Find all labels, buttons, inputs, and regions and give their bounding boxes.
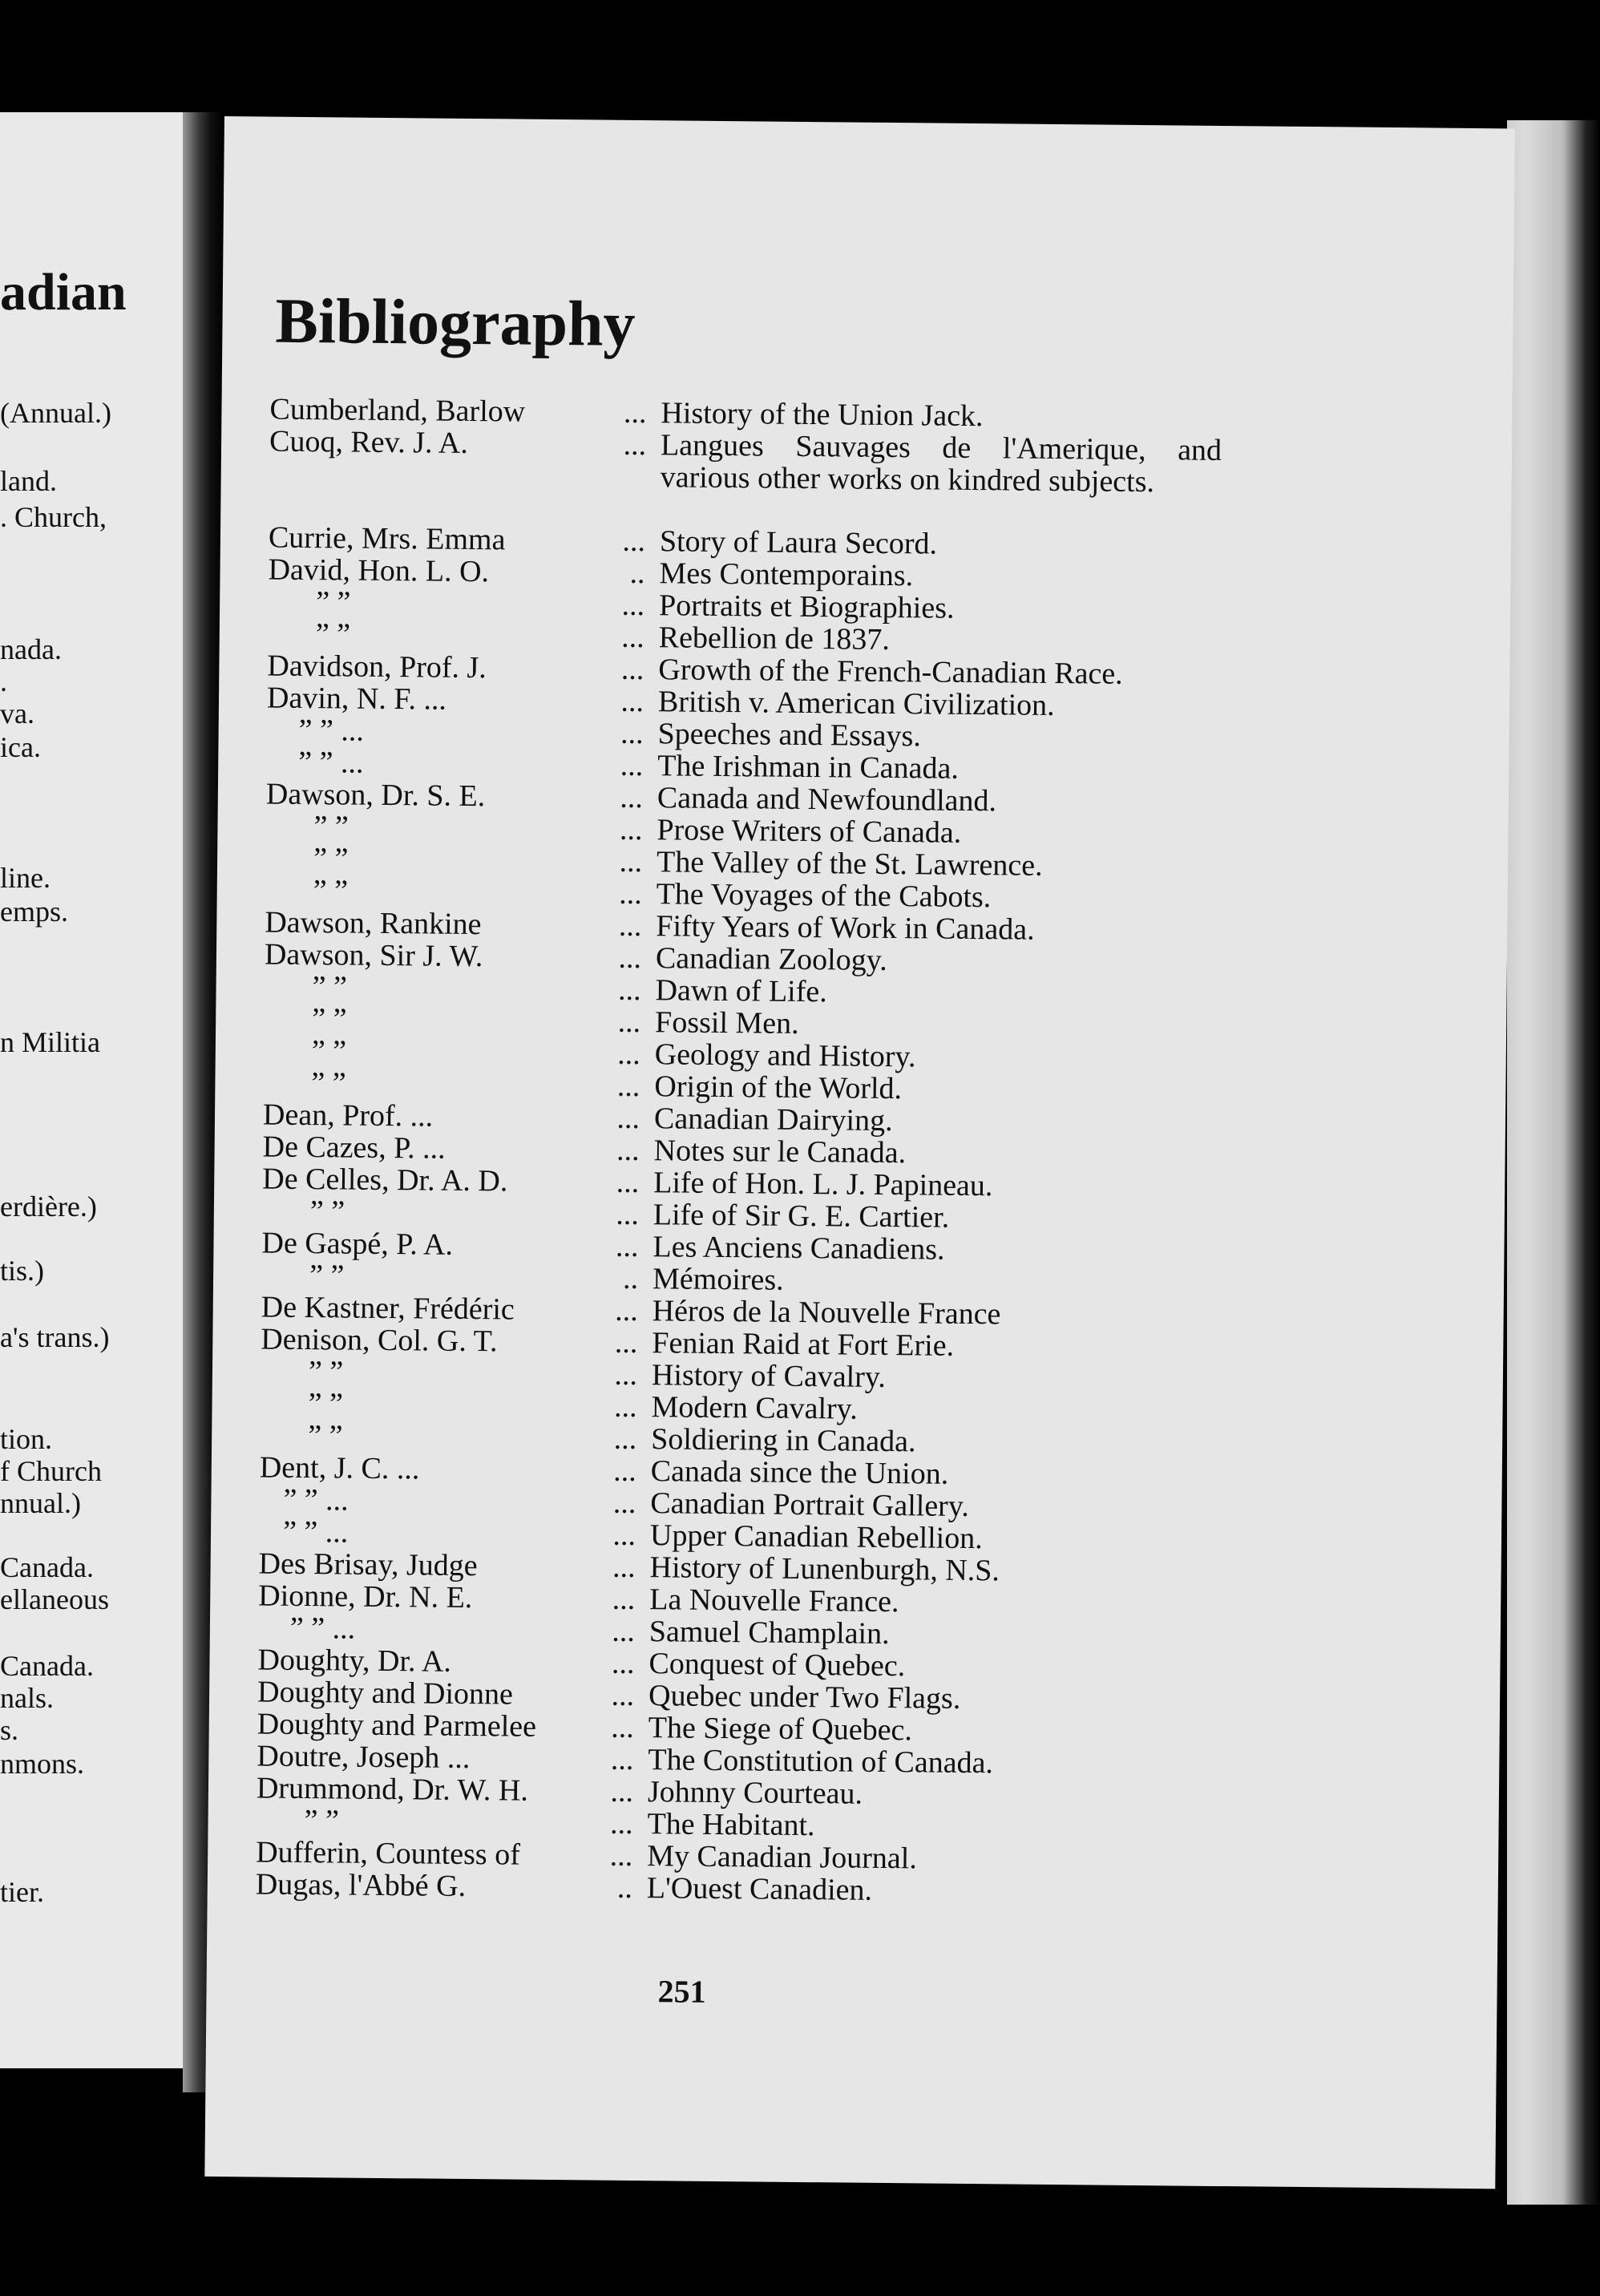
entry-title: The Voyages of the Cabots. [656,877,992,915]
entry-leader: ... [619,812,643,847]
entry-title: History of Cavalry. [651,1358,887,1394]
left-page-line: (Annual.) [0,397,111,429]
entry-title: Geology and History. [654,1037,916,1074]
left-page-line: Canada. [0,1650,94,1682]
entry-leader: ... [618,908,642,944]
entry-author: Doughty and Dionne [257,1675,514,1712]
entry-leader: ... [612,1582,636,1617]
entry-leader: ... [615,1229,639,1264]
entry-title: Canada since the Union. [650,1454,949,1491]
left-page-line: nada. [0,633,62,665]
entry-leader: ... [612,1614,636,1648]
entry-title: Héros de la Nouvelle France [652,1294,1001,1332]
entry-leader: ... [623,395,647,430]
entry-leader: ... [616,1133,640,1168]
entry-leader: .. [622,1261,639,1296]
entry-author-ditto: ” ” ... [298,713,365,748]
entry-author-ditto: ” ” ... [282,1514,349,1550]
entry-author: Doughty and Parmelee [257,1707,537,1744]
entry-leader: ... [616,1165,640,1200]
entry-author: Drummond, Dr. W. H. [256,1771,529,1808]
entry-author-ditto: ” ” [309,1194,345,1229]
entry-title: History of the Union Jack. [661,396,984,434]
entry-title: Fifty Years of Work in Canada. [656,909,1035,947]
entry-title: Speeches and Essays. [657,717,922,754]
entry-leader: ... [614,1325,638,1360]
entry-author-ditto: ” ” ... [298,745,364,780]
entry-author: Cumberland, Barlow [269,392,526,429]
entry-leader: ... [621,588,645,623]
entry-title: The Constitution of Canada. [648,1743,994,1781]
entry-title: Rebellion de 1837. [658,620,891,657]
left-page-line: Canada. [0,1551,94,1583]
entry-leader: ... [621,620,644,655]
entry-title: Langues Sauvages de l'Amerique, and various other works on kindred subjects. [660,428,1222,499]
entry-leader: ... [619,844,643,879]
entry-title: Samuel Champlain. [648,1615,890,1651]
entry-author-ditto: ” ” ... [283,1482,349,1518]
bibliography-list [256,394,1264,1910]
entry-title: Johnny Courteau. [647,1775,863,1811]
entry-title: Fossil Men. [654,1005,799,1041]
entry-leader: ... [623,427,647,463]
entry-title: Prose Writers of Canada. [657,813,962,850]
entry-author-ditto: ” ” [313,810,349,844]
entry-leader: ... [611,1646,635,1680]
left-page-line: va. [0,697,34,730]
entry-author: De Kastner, Frédéric [261,1290,515,1327]
entry-leader: ... [620,652,644,687]
entry-author-ditto: ” ” [315,585,351,620]
left-page-line: ica. [0,731,41,763]
left-page-line: land. [0,465,57,497]
entry-leader: ... [616,1069,640,1104]
left-page-line: . [0,665,7,697]
entry-title: The Valley of the St. Lawrence. [656,845,1043,883]
entry-title: My Canadian Journal. [646,1839,918,1876]
entry-leader: ... [616,1101,640,1136]
entry-title: Canadian Zoology. [655,941,887,977]
entry-author: Dent, J. C. ... [259,1450,420,1486]
entry-author-ditto: ” ” [311,1066,346,1101]
entry-author: Dean, Prof. ... [262,1097,434,1134]
entry-author: Davidson, Prof. J. [267,649,487,685]
entry-leader: ... [610,1742,634,1777]
entry-leader: ... [617,1004,641,1040]
entry-author-ditto: ” ” [308,1387,344,1421]
left-page-line: . Church, [0,501,107,533]
entry-author: Dionne, Dr. N. E. [258,1578,473,1615]
entry-author: Cuoq, Rev. J. A. [269,424,469,460]
entry-leader: ... [612,1486,636,1521]
entry-title: The Irishman in Canada. [657,749,960,786]
entry-leader: ... [612,1550,636,1585]
entry-title: Life of Sir G. E. Cartier. [653,1198,950,1235]
entry-author: Currie, Mrs. Emma [268,520,506,557]
entry-author-ditto: ” ” [312,970,348,1004]
entry-title: Fenian Raid at Fort Erie. [652,1326,955,1363]
entry-leader: ... [620,716,644,751]
entry-leader: ... [622,523,646,559]
page-title: Bibliography [275,285,636,360]
entry-title: Mes Contemporains. [659,556,914,593]
page-number: 251 [657,1973,706,2010]
entry-title: Story of Laura Secord. [659,524,938,561]
entry-title: Notes sur le Canada. [653,1134,907,1170]
entry-leader: ... [609,1838,633,1873]
entry-author-ditto: ” ” [311,1002,347,1037]
entry-title: The Siege of Quebec. [648,1711,913,1748]
entry-author-ditto: ” ” [313,874,349,908]
entry-leader: ... [617,1037,640,1072]
entry-title: Portraits et Biographies. [658,588,955,625]
entry-author: Davin, N. F. ... [266,681,447,717]
left-page-line: adian [0,263,127,321]
entry-leader: ... [617,972,641,1008]
page-edge [1507,120,1600,2205]
entry-author: De Cazes, P. ... [262,1130,446,1166]
entry-author: Dawson, Sir J. W. [264,937,483,974]
entry-leader: ... [618,940,642,976]
entry-title: Life of Hon. L. J. Papineau. [653,1166,993,1203]
left-page-line: tier. [0,1876,44,1908]
entry-leader: ... [609,1806,633,1841]
entry-title: La Nouvelle France. [649,1583,899,1619]
entry-leader: ... [620,780,644,815]
entry-title: Mémoires. [652,1262,784,1297]
entry-author-ditto: ” ” [308,1419,343,1453]
entry-author: Doughty, Dr. A. [257,1643,452,1679]
bibliography-entry [269,426,1263,532]
left-page-line: nmons. [0,1748,85,1780]
left-page-line: tion. [0,1423,53,1455]
entry-author: David, Hon. L. O. [268,552,490,589]
left-page-line: f Church [0,1455,102,1487]
entry-author-ditto: ” ” [315,617,351,652]
entry-author: Doutre, Joseph ... [257,1739,471,1776]
entry-title: Soldiering in Canada. [650,1422,916,1459]
entry-title: Origin of the World. [654,1069,903,1106]
left-page-line: nals. [0,1682,54,1714]
entry-leader: ... [613,1421,637,1457]
entry-title: Modern Cavalry. [651,1390,858,1426]
entry-author: Dawson, Dr. S. E. [265,777,486,814]
entry-title: Dawn of Life. [655,973,827,1009]
entry-title: L'Ouest Canadien. [646,1871,873,1907]
entry-leader: ... [614,1357,638,1393]
entry-author: De Celles, Dr. A. D. [262,1162,508,1199]
left-page-line: n Militia [0,1026,100,1058]
entry-leader: .. [616,1870,633,1905]
entry-title: Upper Canadian Rebellion. [649,1518,983,1556]
entry-author-ditto: ” ” [309,1259,345,1293]
entry-leader: ... [620,748,644,783]
entry-title: Canada and Newfoundland. [657,781,997,819]
entry-author-ditto: ” ” [308,1355,344,1389]
entry-title: British v. American Civilization. [657,685,1055,722]
entry-leader: ... [619,876,642,912]
entry-leader: ... [613,1453,637,1489]
entry-author-ditto: ” ” [313,842,349,876]
entry-leader: ... [620,684,644,719]
entry-author: Dufferin, Countess of [256,1835,521,1872]
entry-leader: ... [613,1389,637,1425]
left-page-line: ellaneous [0,1583,109,1615]
entry-leader: ... [612,1518,636,1553]
entry-title: Canadian Portrait Gallery. [650,1486,970,1523]
entry-author-ditto: ” ” [311,1034,347,1069]
entry-leader: .. [629,556,645,591]
left-page [0,112,192,2068]
left-page-line: nnual.) [0,1487,81,1519]
entry-author-ditto: ” ” [304,1804,340,1838]
left-page-line: tis.) [0,1255,45,1287]
entry-leader: ... [616,1197,640,1232]
entry-title: The Habitant. [647,1807,815,1843]
entry-leader: ... [611,1710,634,1744]
entry-title: History of Lunenburgh, N.S. [649,1550,1000,1588]
left-page-line: s. [0,1714,19,1746]
entry-title: Canadian Dairying. [653,1102,893,1138]
entry-leader: ... [611,1678,635,1712]
entry-author: Dugas, l'Abbé G. [255,1867,467,1903]
left-page-line: a's trans.) [0,1321,110,1353]
entry-title: Les Anciens Canadiens. [653,1230,945,1267]
left-page-line: emps. [0,895,68,928]
entry-title: Conquest of Quebec. [648,1647,906,1684]
entry-author: De Gaspé, P. A. [261,1226,454,1262]
entry-title: Growth of the French-Canadian Race. [658,653,1123,691]
entry-author: Des Brisay, Judge [258,1546,478,1583]
entry-author: Dawson, Rankine [265,905,482,942]
left-page-line: line. [0,862,51,894]
entry-author-ditto: ” ” ... [289,1611,356,1646]
entry-leader: ... [610,1774,634,1809]
left-page-line: erdière.) [0,1190,97,1223]
entry-leader: ... [615,1293,638,1328]
entry-title: Quebec under Two Flags. [648,1679,961,1716]
bibliography-page [204,116,1515,2189]
entry-author: Denison, Col. G. T. [261,1322,498,1359]
